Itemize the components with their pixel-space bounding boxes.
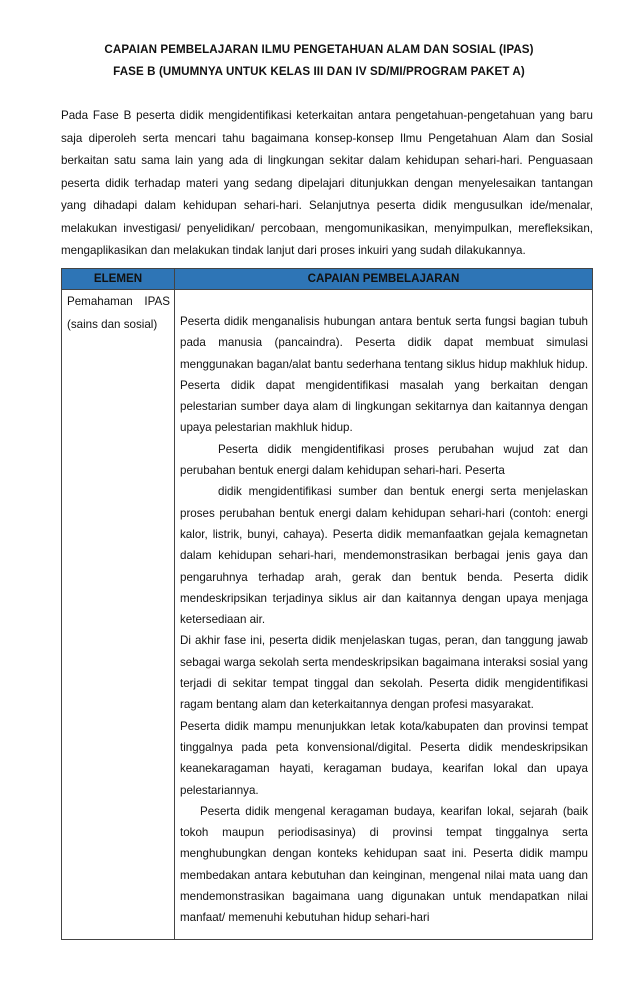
- document-subtitle: FASE B (UMUMNYA UNTUK KELAS III DAN IV SD/MI/PROGRAM PAKET A): [113, 65, 525, 78]
- capaian-paragraph: didik mengidentifikasi sumber dan bentuk energi serta menjelaskan proses perubahan bentuk energi dalam kehidupan sehari-hari (contoh: energi kalor, listrik, bunyi, cahaya). Peserta didik memanfaatkan gejala kemagnetan dalam kehidupan sehari-hari, mendemonstrasikan berbagai jenis gaya dan pengaruhnya terhadap arah, gerak dan bentuk benda. Peserta didik mendeskripsikan terjadinya siklus air dan kaitannya dengan upaya menjaga ketersediaan air.: [180, 485, 588, 627]
- header-capaian: CAPAIAN PEMBELAJARAN: [307, 272, 460, 285]
- intro-paragraph: Pada Fase B peserta didik mengidentifikasi keterkaitan antara pengetahuan-pengetahuan yang baru saja diperoleh serta mencari tahu bagaimana konsep-konsep Ilmu Pengetahuan Alam dan Sosial berkaitan satu sama lain yang ada di lingkungan sekitar dalam kehidupan sehari-hari. Penguasaan peserta didik terhadap materi yang sedang dipelajari ditunjukkan dengan menyelesaikan tantangan yang dihadapi dalam kehidupan sehari-hari. Selanjutnya peserta didik mengusulkan ide/menalar, melakukan investigasi/ penyelidikan/ percobaan, mengomunikasikan, menyimpulkan, merefleksikan, mengaplikasikan dan melakukan tindak lanjut dari proses inkuiri yang sudah dilakukannya.: [61, 109, 593, 257]
- capaian-paragraph: Peserta didik mengenal keragaman budaya, kearifan lokal, sejarah (baik tokoh maupun periodisasinya) di provinsi tempat tinggalnya serta menghubungkan dengan konteks kehidupan saat ini. Peserta didik mampu membedakan antara kebutuhan dan keinginan, mengenal nilai mata uang dan mendemonstrasikan bagaimana uang digunakan untuk mendapatkan nilai manfaat/ memenuhi kebutuhan hidup sehari-hari: [180, 804, 588, 925]
- capaian-paragraph: Peserta didik mengidentifikasi proses perubahan wujud zat dan perubahan bentuk energi dalam kehidupan sehari-hari. Peserta: [180, 442, 588, 478]
- table-header-row: [62, 269, 592, 290]
- capaian-paragraph: Peserta didik menganalisis hubungan antara bentuk serta fungsi bagian tubuh pada manusia (pancaindra). Peserta didik dapat membuat simulasi menggunakan bagan/alat bantu sederhana tentang siklus hidup makhluk hidup. Peserta didik dapat mengidentifikasi masalah yang berkaitan dengan pelestarian sumber daya alam di lingkungan sekitarnya dan kaitannya dengan upaya pelestarian makhluk hidup.: [180, 315, 589, 435]
- elemen-name: Pemahaman IPAS: [67, 295, 170, 308]
- elemen-detail: (sains dan sosial): [67, 317, 158, 331]
- capaian-paragraph: Peserta didik mampu menunjukkan letak kota/kabupaten dan provinsi tempat tinggalnya pada peta konvensional/digital. Peserta didik mendeskripsikan keanekaragaman hayati, keragaman budaya, kearifan lokal dan upaya pelestariannya.: [180, 719, 588, 797]
- capaian-paragraph: Di akhir fase ini, peserta didik menjelaskan tugas, peran, dan tanggung jawab sebagai warga sekolah serta mendeskripsikan bagaimana interaksi sosial yang terjadi di sekitar tempat tinggal dan sekolah. Peserta didik mengidentifikasi ragam bentang alam dan keterkaitannya dengan profesi masyarakat.: [180, 634, 588, 712]
- capaian-table: [61, 268, 593, 940]
- header-elemen: ELEMEN: [93, 272, 143, 285]
- elemen-cell: [67, 291, 170, 336]
- document-title: CAPAIAN PEMBELAJARAN ILMU PENGETAHUAN ALAM DAN SOSIAL (IPAS): [104, 43, 534, 56]
- column-divider: [174, 269, 175, 939]
- capaian-cell: [180, 311, 588, 929]
